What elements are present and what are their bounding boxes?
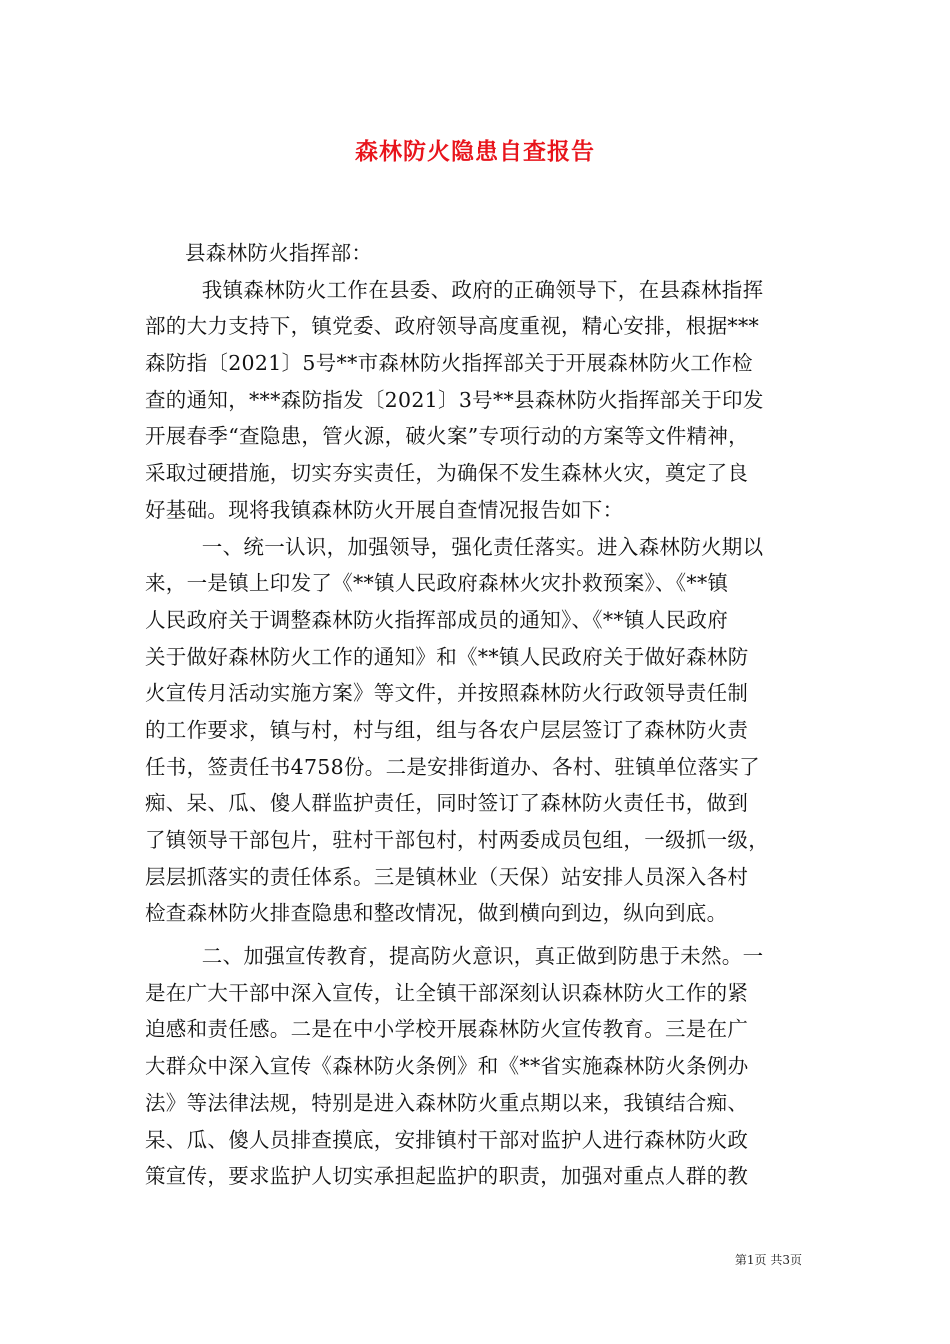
salutation: 县森林防火指挥部： <box>185 241 373 265</box>
paragraph-line: 部的大力支持下，镇党委、政府领导高度重视，精心安排，根据*** <box>145 314 760 339</box>
paragraph-line: 任书，签责任书4758份。二是安排街道办、各村、驻镇单位落实了 <box>145 754 760 779</box>
paragraph-line: 是在广大干部中深入宣传，让全镇干部深刻认识森林防火工作的紧 <box>145 980 749 1005</box>
paragraph-line: 来，一是镇上印发了《**镇人民政府森林火灾扑救预案》、《**镇 <box>145 571 729 596</box>
paragraph-line: 策宣传，要求监护人切实承担起监护的职责，加强对重点人群的教 <box>145 1164 749 1189</box>
paragraph-line: 检查森林防火排查隐患和整改情况，做到横向到边，纵向到底。 <box>145 901 728 926</box>
paragraph-line: 采取过硬措施，切实夯实责任，为确保不发生森林火灾，奠定了良 <box>145 461 749 486</box>
paragraph-line: 火宣传月活动实施方案》等文件，并按照森林防火行政领导责任制 <box>145 681 749 706</box>
paragraph-line: 查的通知，***森防指发〔2021〕3号**县森林防火指挥部关于印发 <box>145 387 764 412</box>
document-body <box>145 235 805 1195</box>
paragraph-line: 我镇森林防火工作在县委、政府的正确领导下，在县森林指挥 <box>181 277 764 302</box>
paragraph-line: 迫感和责任感。二是在中小学校开展森林防火宣传教育。三是在广 <box>145 1017 749 1042</box>
page-number: 第1页 共3页 <box>734 1253 802 1267</box>
paragraph-line: 二、加强宣传教育，提高防火意识，真正做到防患于未然。一 <box>181 944 764 969</box>
paragraph-line: 痴、呆、瓜、傻人群监护责任，同时签订了森林防火责任书，做到 <box>145 791 749 816</box>
paragraph-line: 了镇领导干部包片，驻村干部包村，村两委成员包组，一级抓一级， <box>145 828 769 852</box>
paragraph-line: 好基础。现将我镇森林防火开展自查情况报告如下： <box>145 497 624 522</box>
paragraph-line: 层层抓落实的责任体系。三是镇林业（天保）站安排人员深入各村 <box>145 864 749 889</box>
paragraph-line: 人民政府关于调整森林防火指挥部成员的通知》、《**镇人民政府 <box>145 607 728 632</box>
document-title: 森林防火隐患自查报告 <box>355 138 595 165</box>
paragraph-line: 关于做好森林防火工作的通知》和《**镇人民政府关于做好森林防 <box>145 644 749 669</box>
paragraph-line: 开展春季“查隐患，管火源，破火案”专项行动的方案等文件精神， <box>145 424 749 449</box>
paragraph-line: 的工作要求，镇与村，村与组，组与各农户层层签订了森林防火责 <box>145 717 749 742</box>
paragraph-line: 法》等法律法规，特别是进入森林防火重点期以来，我镇结合痴、 <box>145 1090 749 1115</box>
paragraph-line: 森防指〔2021〕5号**市森林防火指挥部关于开展森林防火工作检 <box>145 351 753 376</box>
paragraph-line: 一、统一认识，加强领导，强化责任落实。进入森林防火期以 <box>181 534 764 559</box>
paragraph-line: 大群众中深入宣传《森林防火条例》和《**省实施森林防火条例办 <box>145 1054 749 1079</box>
paragraph-line: 呆、瓜、傻人员排查摸底，安排镇村干部对监护人进行森林防火政 <box>145 1127 749 1152</box>
